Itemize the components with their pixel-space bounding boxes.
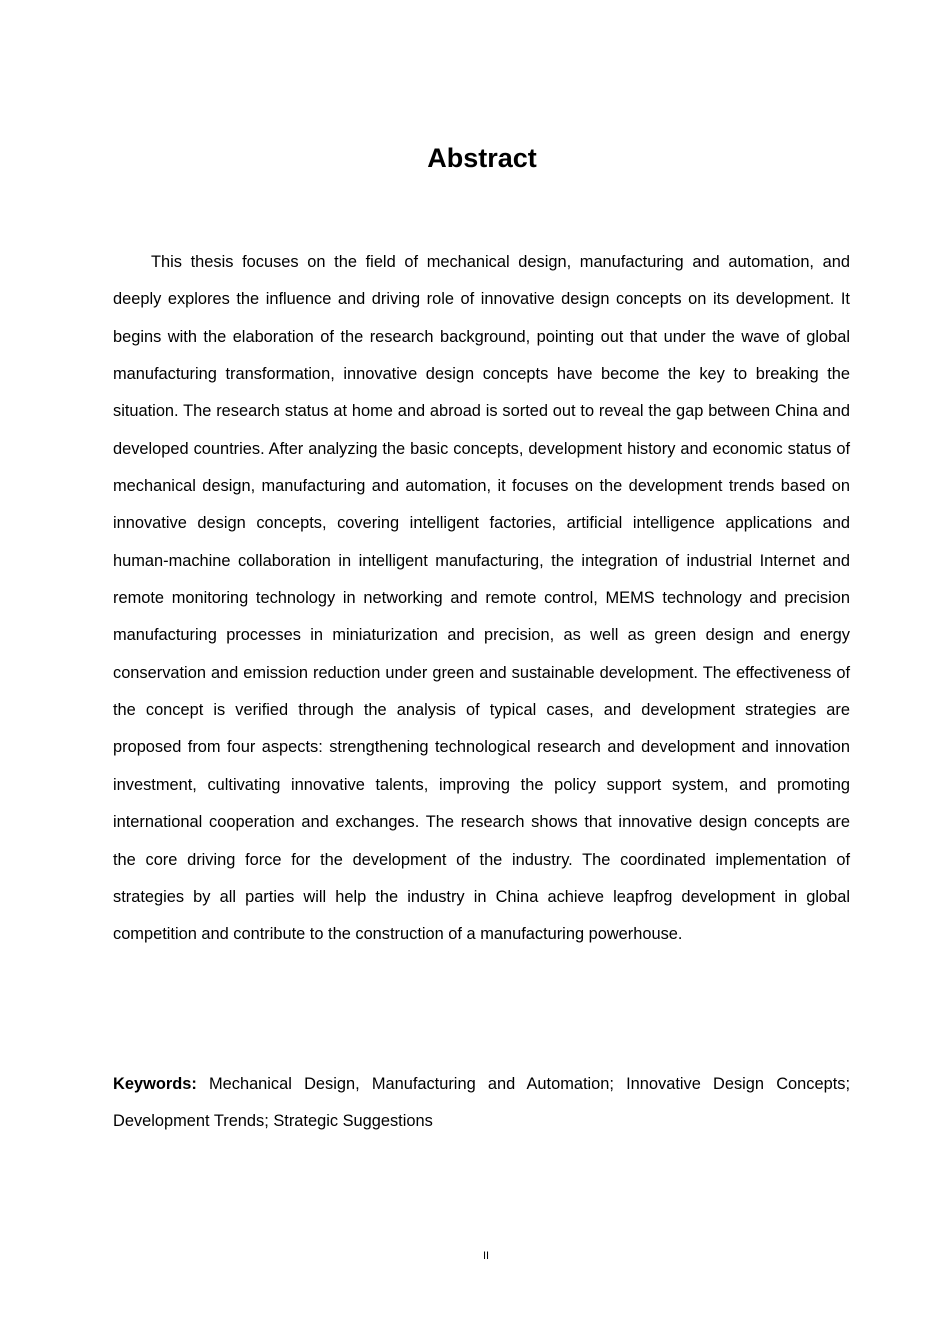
abstract-paragraph: This thesis focuses on the field of mechanical design, manufacturing and automation, and deeply explores the influence and driving role of innovative design concepts on its development. It begins with the elaboration of the research background, pointing out that under the wave of global manufacturing transformation, innovative design concepts have become the key to breaking the situation. The research status at home and abroad is sorted out to reveal the gap between China and developed countries. After analyzing the basic concepts, development history and economic status of mechanical design, manufacturing and automation, it focuses on the development trends based on innovative design concepts, covering intelligent factories, artificial intelligence applications and human-machine collaboration in intelligent manufacturing, the integration of industrial Internet and remote monitoring technology in networking and remote control, MEMS technology and precision manufacturing processes in miniaturization and precision, as well as green design and energy conservation and emission reduction under green and sustainable development. The effectiveness of the concept is verified through the analysis of typical cases, and development strategies are proposed from four aspects: strengthening technological research and development and innovation investment, cultivating innovative talents, improving the policy support system, and promoting international cooperation and exchanges. The research shows that innovative design concepts are the core driving force for the development of the industry. The coordinated implementation of strategies by all parties will help the industry in China achieve leapfrog development in global competition and contribute to the construction of a manufacturing powerhouse. <box>113 253 850 944</box>
page-title: Abstract <box>427 143 537 173</box>
keywords-line <box>113 1066 850 1141</box>
keywords-text: Mechanical Design, Manufacturing and Automation; Innovative Design Concepts; Development Trends; Strategic Suggestions <box>113 1075 851 1131</box>
page-number: II <box>482 1250 490 1262</box>
keywords-label: Keywords: <box>113 1075 197 1093</box>
